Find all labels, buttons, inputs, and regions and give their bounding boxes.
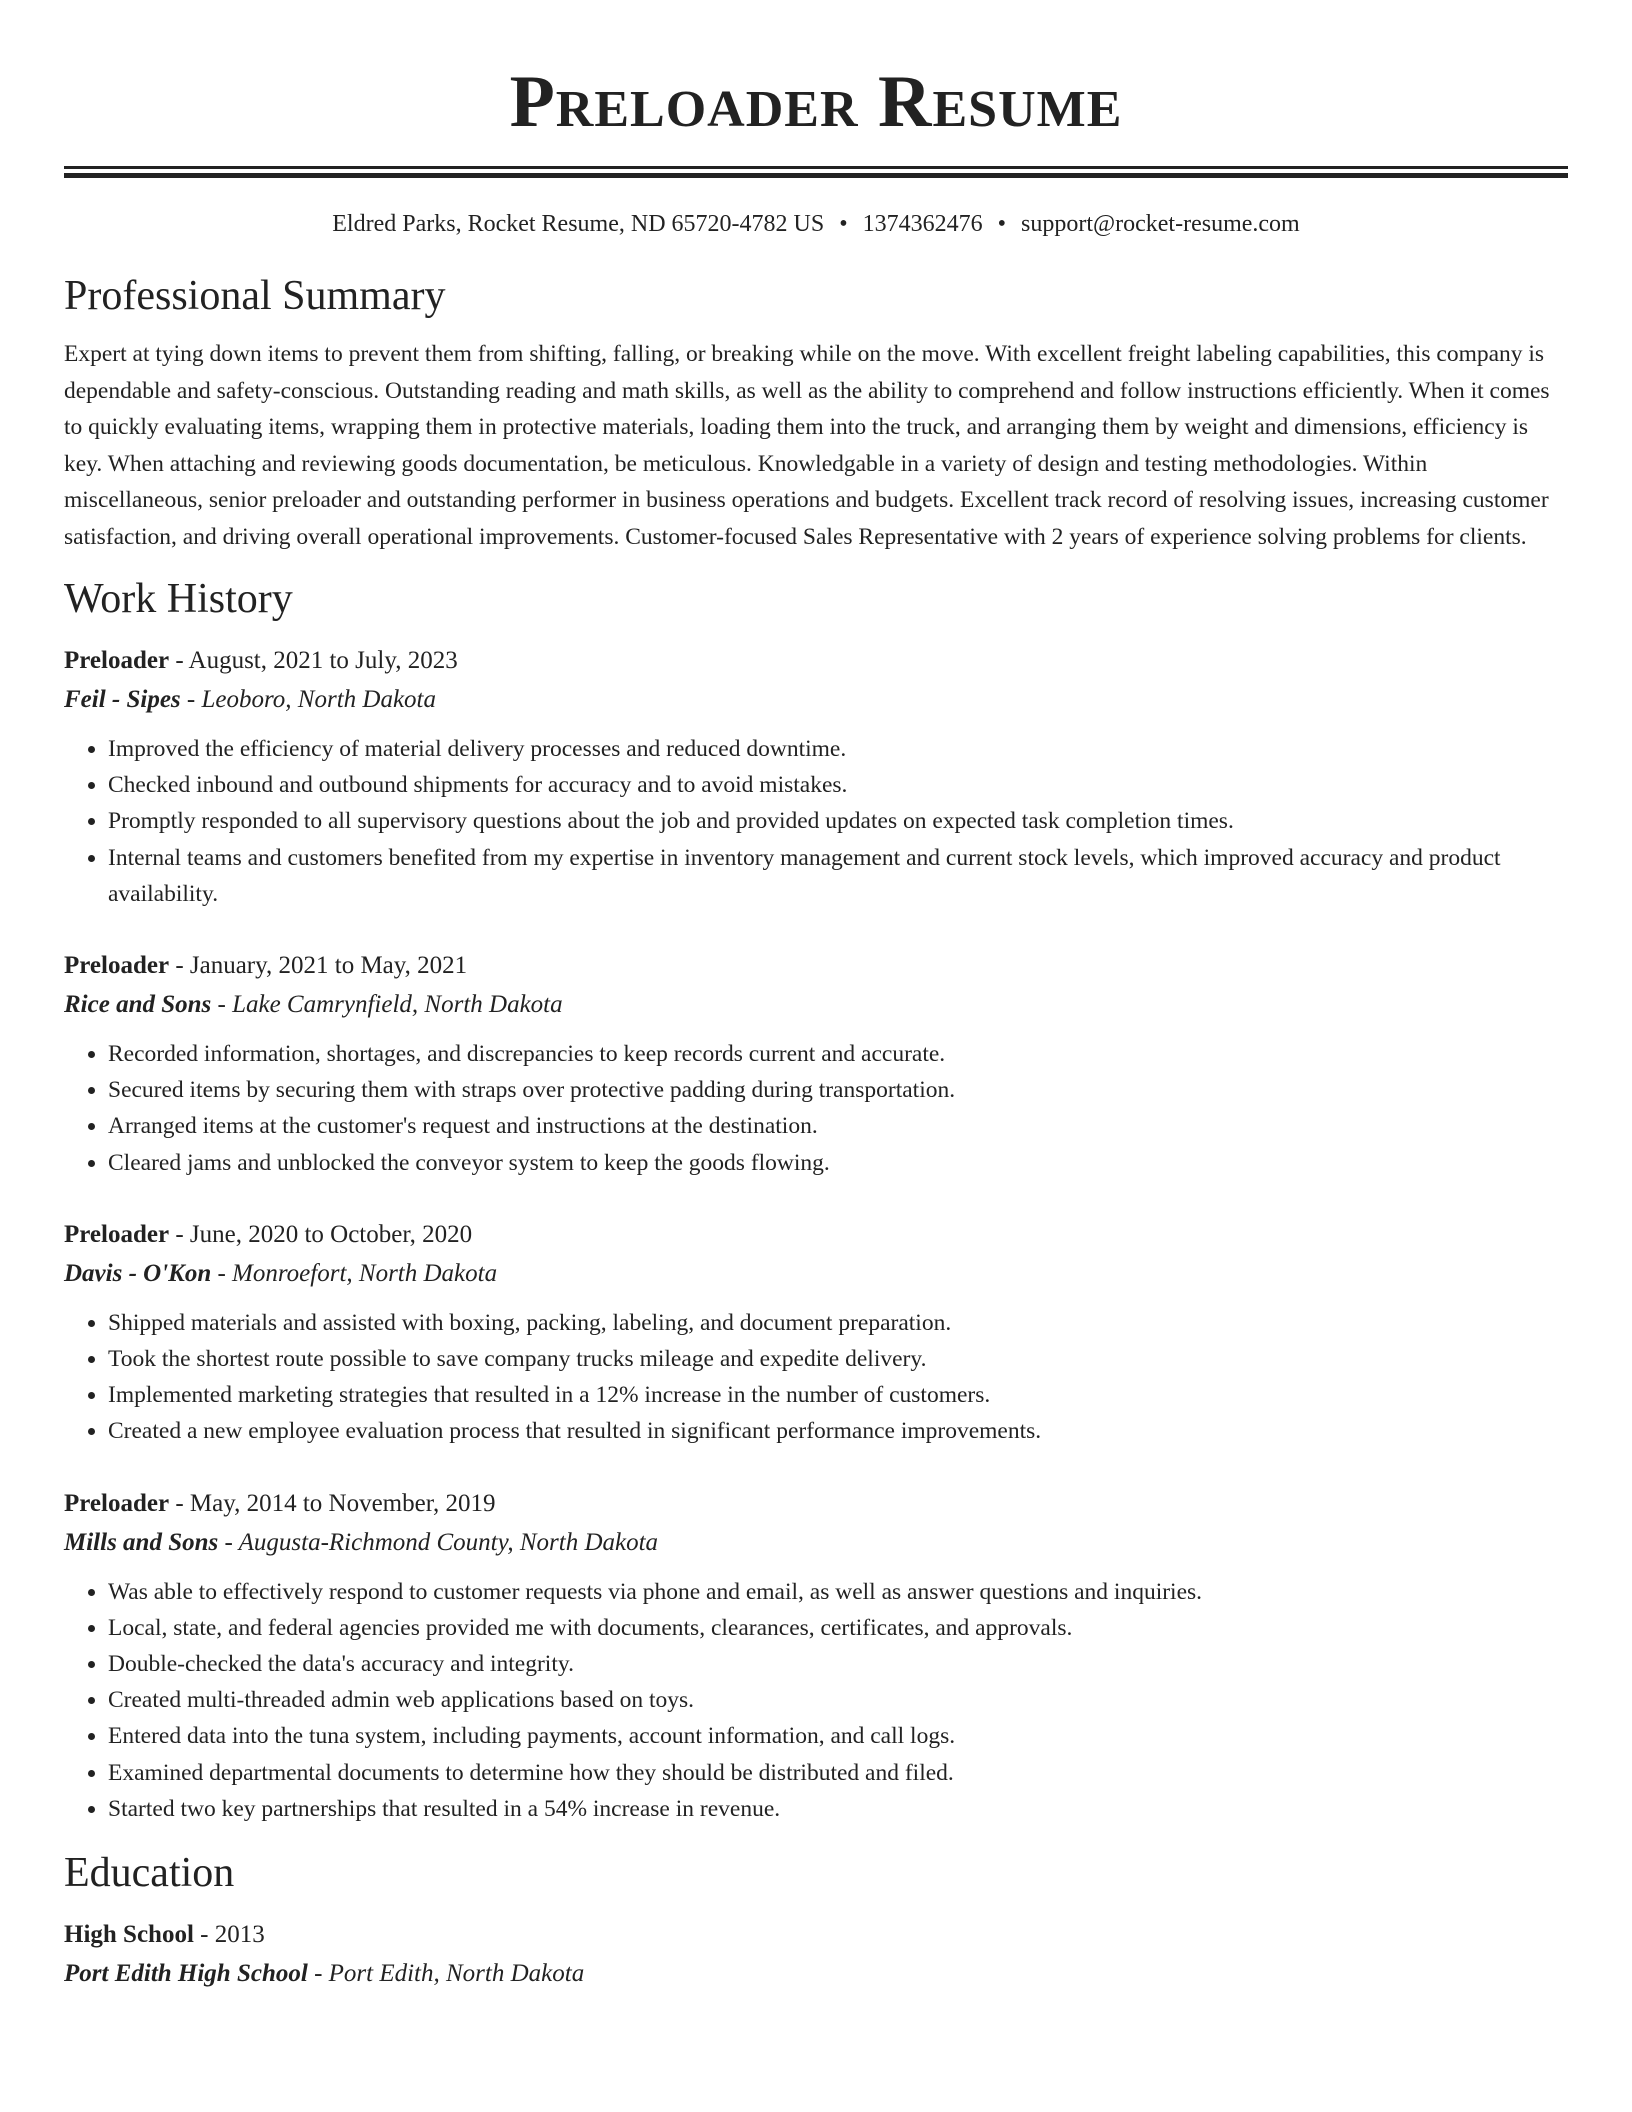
contact-line — [64, 208, 1568, 240]
job-location: - Leoboro, North Dakota — [180, 686, 436, 713]
job-bullets — [64, 731, 1568, 912]
job-dates: - January, 2021 to May, 2021 — [169, 952, 468, 980]
job-bullet: • Was able to effectively respond to customer requests via phone and email, as well as answer questions and inquiries. — [108, 1574, 1568, 1610]
job-bullet: • Took the shortest route possible to save company trucks mileage and expedite delivery. — [108, 1341, 1568, 1377]
job-location: - Monroefort, North Dakota — [211, 1259, 498, 1287]
job-role: Preloader — [64, 952, 170, 980]
job-bullets — [64, 1036, 1568, 1181]
job-bullet: • Examined departmental documents to determine how they should be distributed and filed. — [108, 1755, 1568, 1791]
job-dates: - May, 2014 to November, 2019 — [169, 1489, 496, 1517]
job-bullets — [64, 1574, 1568, 1827]
job-company: Mills and Sons — [64, 1528, 219, 1556]
job-bullet: • Secured items by securing them with straps over protective padding during transportation. — [108, 1072, 1568, 1108]
job-entry — [64, 1215, 1568, 1450]
job-bullet: • Created a new employee evaluation process that resulted in significant performance improvements. — [108, 1413, 1568, 1449]
contact-separator: • — [997, 211, 1007, 237]
education-year: - 2013 — [193, 1921, 265, 1949]
job-bullet: • Cleared jams and unblocked the conveyor system to keep the goods flowing. — [108, 1145, 1568, 1181]
education-entry — [64, 1915, 1568, 1993]
job-title-line — [64, 1215, 1568, 1254]
job-bullet: • Entered data into the tuna system, including payments, account information, and call logs. — [108, 1718, 1568, 1754]
education-school: Port Edith High School — [64, 1960, 308, 1988]
summary-text: Expert at tying down items to prevent them from shifting, falling, or breaking while on the move. With excellent freight labeling capabilities, this company is dependable and safety-conscious. Outstanding reading and math skills, as well as the ability to comprehend and follow instructions efficiently. When it comes to quickly evaluating items, wrapping them in protective materials, loading them into the truck, and arranging them by weight and dimensions, efficiency is key. When attaching and reviewing goods documentation, be meticulous. Knowledgable in a variety of design and testing methodologies. Within miscellaneous, senior preloader and outstanding performer in business operations and budgets. Excellent track record of resolving issues, increasing customer satisfaction, and driving overall operational improvements. Customer-focused Sales Representative with 2 years of experience solving problems for clients. — [64, 341, 1550, 550]
job-role: Preloader — [64, 1489, 170, 1517]
education-degree: High School — [64, 1921, 194, 1949]
contact-phone: 1374362476 — [862, 211, 983, 237]
job-bullet: • Created multi-threaded admin web applications based on toys. — [108, 1682, 1568, 1718]
job-bullet: • Implemented marketing strategies that resulted in a 12% increase in the number of customers. — [108, 1377, 1568, 1413]
contact-email: support@rocket-resume.com — [1021, 211, 1300, 237]
contact-address: Eldred Parks, Rocket Resume, ND 65720-4782 US — [332, 211, 825, 237]
job-location: - Augusta-Richmond County, North Dakota — [218, 1528, 659, 1556]
job-company-line — [64, 1254, 1568, 1293]
title-divider — [64, 166, 1568, 178]
job-dates: - August, 2021 to July, 2023 — [169, 647, 458, 674]
job-company: Davis - O'Kon — [64, 1259, 212, 1287]
job-role: Preloader — [64, 647, 170, 674]
job-bullet: • Improved the efficiency of material delivery processes and reduced downtime. — [108, 731, 1568, 767]
job-bullet: • Recorded information, shortages, and discrepancies to keep records current and accurate. — [108, 1036, 1568, 1072]
job-company: Feil - Sipes — [64, 686, 181, 713]
summary-heading: Professional Summary — [64, 273, 446, 319]
job-company: Rice and Sons — [64, 991, 212, 1019]
job-bullet: • Local, state, and federal agencies provided me with documents, clearances, certificates, and approvals. — [108, 1610, 1568, 1646]
job-title-line — [64, 946, 1568, 985]
education-location: - Port Edith, North Dakota — [307, 1960, 585, 1988]
job-bullet: • Started two key partnerships that resulted in a 54% increase in revenue. — [108, 1791, 1568, 1827]
job-company-line — [64, 680, 1568, 719]
work-history-heading: Work History — [64, 576, 293, 622]
education-school-line — [64, 1954, 1568, 1993]
job-bullet: • Shipped materials and assisted with boxing, packing, labeling, and document preparation. — [108, 1305, 1568, 1341]
education-heading: Education — [64, 1850, 235, 1897]
job-entry — [64, 641, 1568, 912]
job-dates: - June, 2020 to October, 2020 — [169, 1220, 473, 1248]
job-bullet: • Checked inbound and outbound shipments for accuracy and to avoid mistakes. — [108, 767, 1568, 803]
job-bullet: • Promptly responded to all supervisory questions about the job and provided updates on expected task completion times. — [108, 803, 1568, 839]
job-entry — [64, 1484, 1568, 1827]
education-degree-line — [64, 1915, 1568, 1954]
job-entry — [64, 946, 1568, 1181]
job-location: - Lake Camrynfield, North Dakota — [211, 991, 563, 1019]
resume-title: Preloader Resume — [509, 61, 1123, 143]
job-bullet: • Double-checked the data's accuracy and integrity. — [108, 1646, 1568, 1682]
job-bullets — [64, 1305, 1568, 1450]
job-company-line — [64, 985, 1568, 1024]
job-title-line — [64, 641, 1568, 680]
job-bullet: • Internal teams and customers benefited from my expertise in inventory management and current stock levels, which improved accuracy and product availability. — [108, 840, 1568, 912]
job-role: Preloader — [64, 1220, 170, 1248]
job-bullet: • Arranged items at the customer's request and instructions at the destination. — [108, 1108, 1568, 1144]
job-company-line — [64, 1523, 1568, 1562]
contact-separator: • — [839, 211, 848, 237]
job-title-line — [64, 1484, 1568, 1523]
